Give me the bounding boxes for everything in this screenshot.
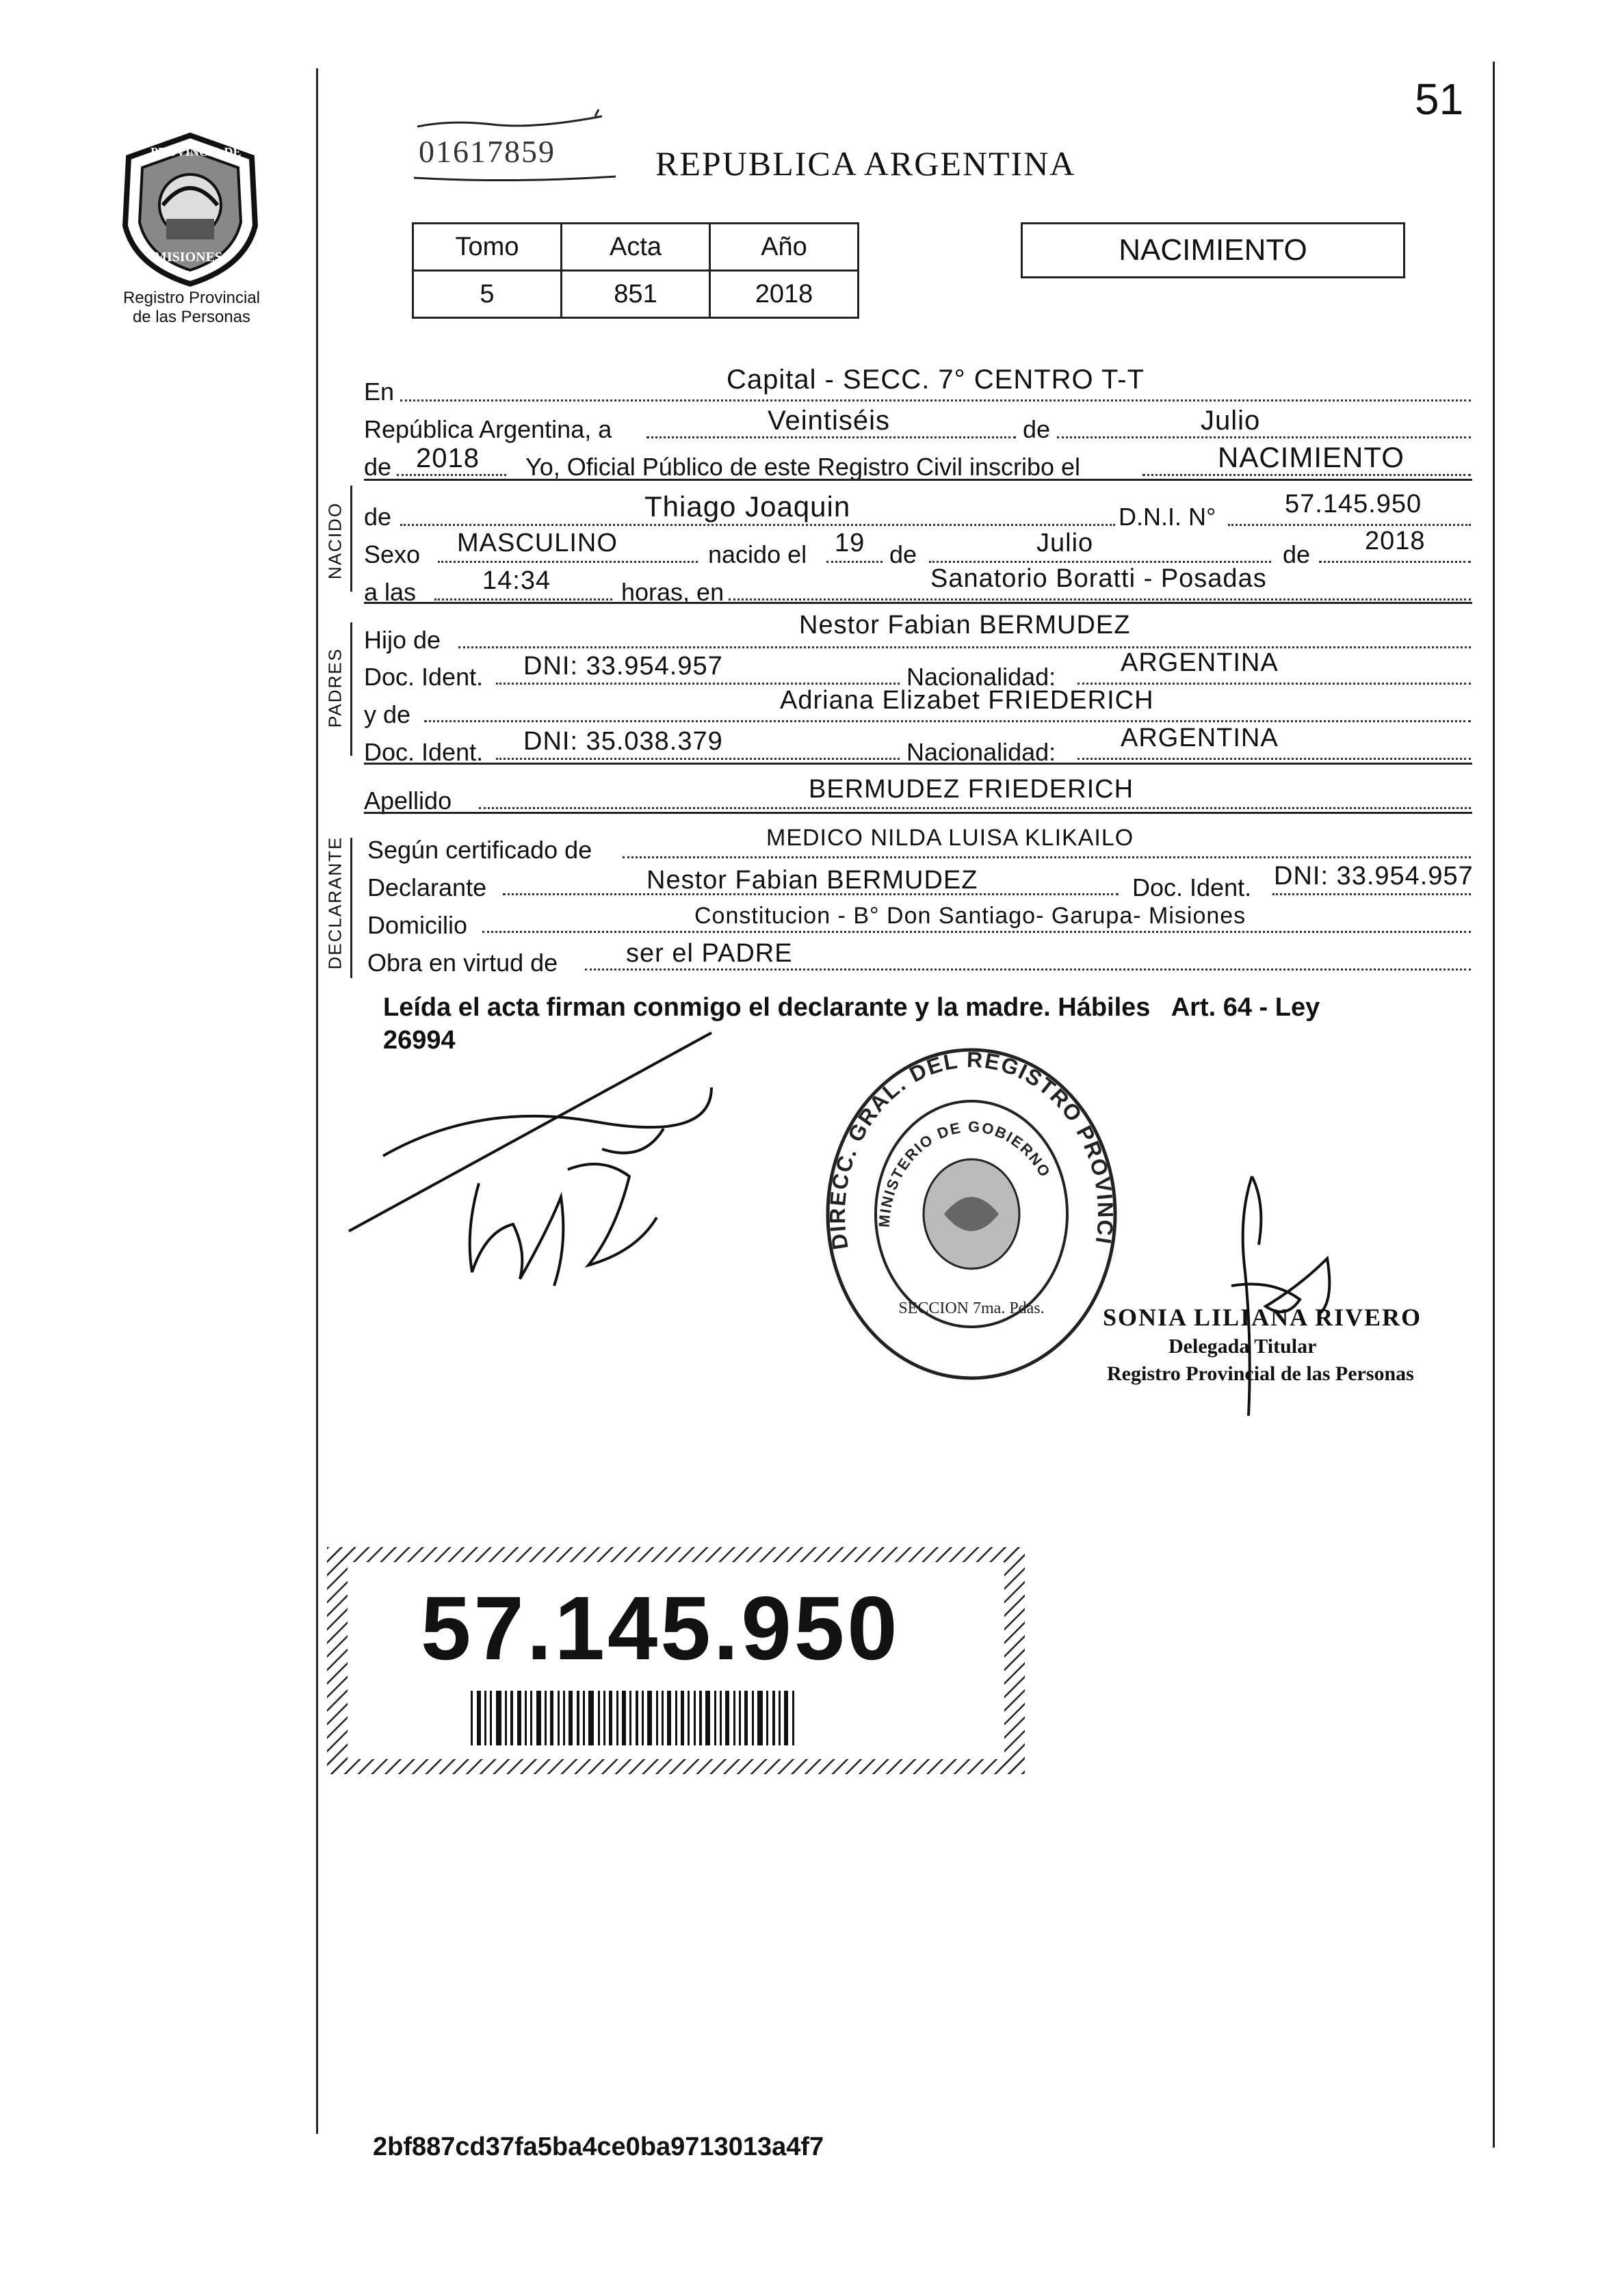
declarante-signature <box>342 1026 725 1327</box>
table-header-tomo: Tomo <box>413 224 562 271</box>
label-horas: horas, en <box>621 578 724 606</box>
value-birth-month: Julio <box>1036 529 1094 557</box>
label-declarante: Declarante <box>367 873 487 901</box>
dni-banner-number: 57.145.950 <box>421 1578 900 1678</box>
dots-apellido <box>479 807 1471 809</box>
value-sexo: MASCULINO <box>457 529 618 557</box>
dots-sexo <box>438 561 698 563</box>
official-name: SONIA LILIANA RIVERO <box>1103 1304 1422 1331</box>
page-number: 51 <box>1415 75 1464 124</box>
dots-declarante-doc <box>1272 893 1471 895</box>
nacido-bracket <box>350 486 352 592</box>
value-mother-doc: DNI: 35.038.379 <box>523 727 723 756</box>
label-nacido-el: nacido el <box>708 540 807 568</box>
table-value-tomo: 5 <box>413 271 562 318</box>
value-month: Julio <box>1201 406 1261 436</box>
value-mother-name: Adriana Elizabet FRIEDERICH <box>780 686 1154 715</box>
label-republica: República Argentina, a <box>364 415 612 443</box>
right-margin-line <box>1493 62 1495 2148</box>
label-de-year: de <box>364 453 392 481</box>
side-label-nacido: NACIDO <box>324 501 345 580</box>
dots-inscribo <box>1142 474 1471 476</box>
dots-birth-year <box>1319 561 1471 563</box>
official-office: Registro Provincial de las Personas <box>1107 1362 1414 1385</box>
value-father-nat: ARGENTINA <box>1121 648 1279 677</box>
dots-year <box>397 474 506 476</box>
label-nacionalidad-mother: Nacionalidad: <box>906 738 1056 766</box>
registry-line2: de las Personas <box>132 308 251 326</box>
registry-line1: Registro Provincial <box>122 289 261 307</box>
seal-outer-text: DIRECC. GRAL. DEL REGISTRO PROVINCI <box>824 1047 1119 1252</box>
official-title: Delegada Titular <box>1168 1335 1317 1358</box>
logo-text-bottom: MISIONES <box>154 250 223 265</box>
dots-father <box>458 646 1471 648</box>
value-inscribo: NACIMIENTO <box>1218 441 1405 473</box>
value-year: 2018 <box>416 443 480 473</box>
value-apellido: BERMUDEZ FRIEDERICH <box>809 775 1134 804</box>
dots-certificado <box>623 856 1471 858</box>
label-sexo: Sexo <box>364 540 421 568</box>
label-hijo-de: Hijo de <box>364 626 441 654</box>
rule-after-intro <box>364 479 1472 481</box>
dots-month <box>1057 436 1471 438</box>
dots-father-nat <box>1077 683 1471 685</box>
dots-obra <box>585 968 1471 971</box>
value-father-name: Nestor Fabian BERMUDEZ <box>799 611 1131 639</box>
label-de-birth-year: de <box>1283 540 1311 568</box>
left-margin-line <box>316 68 318 2134</box>
value-name: Thiago Joaquin <box>644 490 851 523</box>
table-value-acta: 851 <box>562 271 710 318</box>
value-dni: 57.145.950 <box>1285 490 1422 518</box>
label-de-name: de <box>364 503 392 531</box>
table-header-acta: Acta <box>562 224 710 271</box>
padres-bracket <box>350 622 352 756</box>
label-doc-mother: Doc. Ident. <box>364 738 484 766</box>
value-time: 14:34 <box>482 566 551 595</box>
label-a-las: a las <box>364 578 417 606</box>
dots-dni <box>1228 524 1471 526</box>
dots-father-doc <box>496 683 900 685</box>
table-value-ano: 2018 <box>710 271 859 318</box>
value-declarante-doc: DNI: 33.954.957 <box>1274 862 1474 890</box>
label-declarante-doc: Doc. Ident. <box>1132 873 1252 901</box>
dots-place <box>729 598 1471 601</box>
value-domicilio: Constitucion - B° Don Santiago- Garupa- Misiones <box>694 903 1246 929</box>
table-header-ano: Año <box>710 224 859 271</box>
label-de-month: de <box>1023 415 1051 443</box>
value-certificado: MEDICO NILDA LUISA KLIKAILO <box>766 825 1134 851</box>
rule-after-nacido <box>364 602 1472 604</box>
value-obra: ser el PADRE <box>626 939 793 968</box>
seal-inner-text: MINISTERIO DE GOBIERNO <box>875 1118 1054 1228</box>
value-birth-year: 2018 <box>1365 527 1426 555</box>
label-y-de: y de <box>364 700 411 728</box>
label-oficial: Yo, Oficial Público de este Registro Civil inscribo el <box>525 453 1081 481</box>
value-birth-day: 19 <box>835 529 865 557</box>
value-en: Capital - SECC. 7° CENTRO T-T <box>727 365 1145 395</box>
country-title: REPUBLICA ARGENTINA <box>655 144 1076 183</box>
rule-after-padres <box>364 763 1472 765</box>
value-declarante: Nestor Fabian BERMUDEZ <box>646 866 978 895</box>
logo-text-top: PROVINCIA DE <box>151 145 241 159</box>
serial-number: 01617859 <box>419 134 556 169</box>
record-table <box>412 222 859 319</box>
label-nacionalidad-father: Nacionalidad: <box>906 663 1056 691</box>
label-en: En <box>364 378 395 406</box>
side-label-padres: PADRES <box>324 648 345 728</box>
closing-text-line2: 26994 <box>383 1026 456 1055</box>
dots-mother-nat <box>1077 758 1471 760</box>
label-obra: Obra en virtud de <box>367 949 558 977</box>
label-dni: D.N.I. N° <box>1119 503 1216 531</box>
dots-mother-doc <box>496 758 900 760</box>
rule-after-apellido <box>364 812 1472 814</box>
dots-time <box>434 598 612 601</box>
dots-birth-day <box>826 561 883 563</box>
official-seal <box>821 1043 1122 1385</box>
value-place: Sanatorio Boratti - Posadas <box>930 564 1267 593</box>
value-mother-nat: ARGENTINA <box>1121 724 1279 752</box>
closing-text-line1: Leída el acta firman conmigo el declarante y la madre. Hábiles Art. 64 - Ley <box>383 993 1320 1022</box>
dots-en <box>400 399 1471 401</box>
dots-mother <box>424 720 1471 722</box>
footer-hash: 2bf887cd37fa5ba4ce0ba9713013a4f7 <box>373 2133 824 2161</box>
label-domicilio: Domicilio <box>367 911 468 939</box>
dots-name <box>400 524 1115 526</box>
label-certificado: Según certificado de <box>367 836 592 864</box>
value-father-doc: DNI: 33.954.957 <box>523 652 723 681</box>
label-apellido: Apellido <box>364 787 452 815</box>
label-doc-father: Doc. Ident. <box>364 663 484 691</box>
record-type-box: NACIMIENTO <box>1021 222 1405 278</box>
dots-birth-month <box>929 561 1271 563</box>
dots-domicilio <box>482 931 1471 933</box>
value-day: Veintiséis <box>768 406 890 436</box>
dots-day <box>646 436 1016 438</box>
side-label-declarante: DECLARANTE <box>324 836 345 970</box>
declarante-bracket <box>350 838 352 978</box>
serial-scribble <box>410 103 616 185</box>
seal-section-text: SECCION 7ma. Pdas. <box>898 1299 1045 1317</box>
label-de-birth-month: de <box>889 540 917 568</box>
